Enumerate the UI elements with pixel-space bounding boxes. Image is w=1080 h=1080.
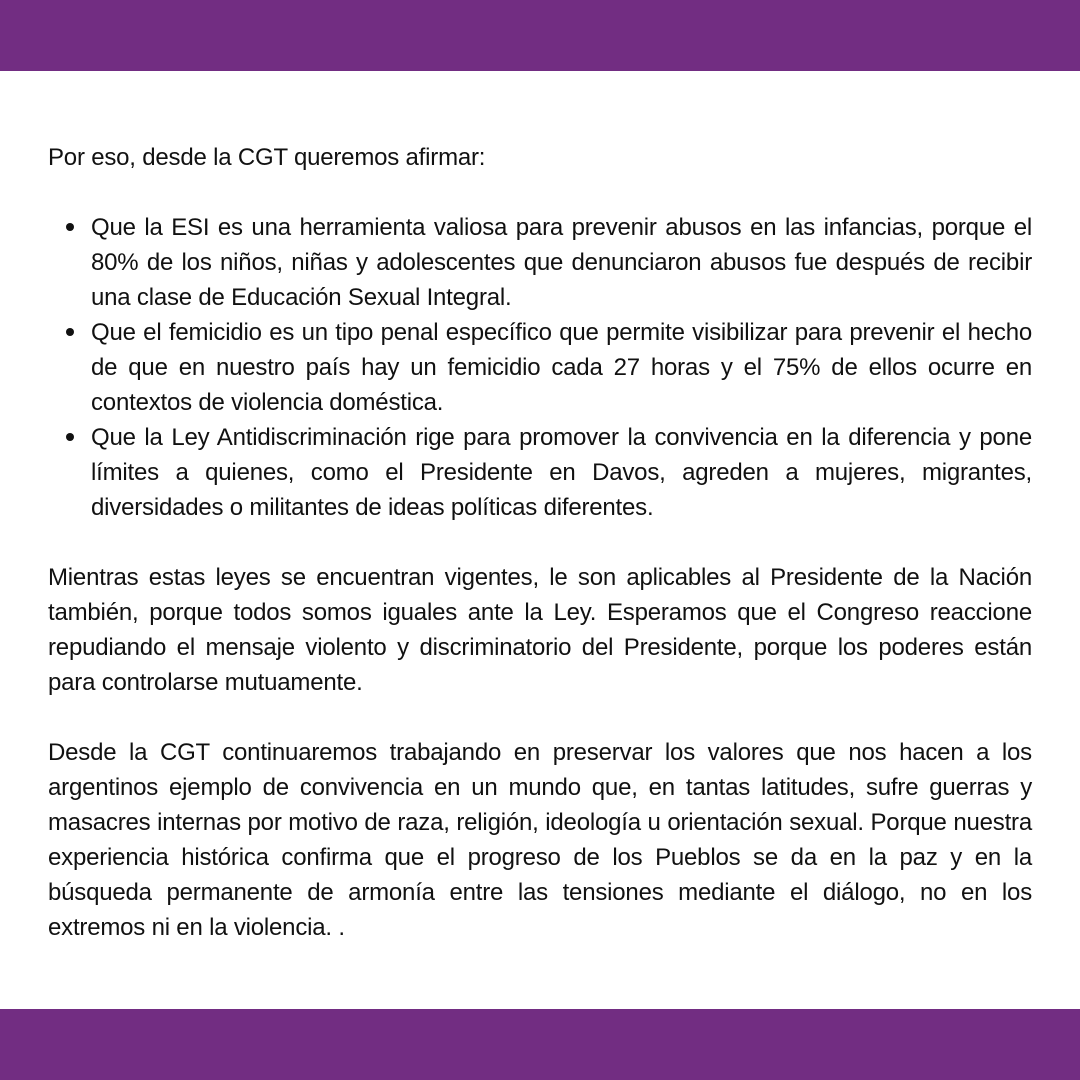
bullet-item: [91, 210, 1032, 315]
top-purple-band: [0, 0, 1080, 71]
bullet-text: Que la Ley Antidiscriminación rige para promover la convivencia en la diferencia y pone límites a quienes, como el Presidente en Davos, agreden a mujeres, migrantes, diversidades o militantes de ideas políticas diferentes.: [91, 424, 1032, 521]
bullet-item: [91, 315, 1032, 420]
bullet-text: Que la ESI es una herramienta valiosa para prevenir abusos en las infancias, porque el 80% de los niños, niñas y adolescentes que denunciaron abusos fue después de recibir una clase de Educación Sexual Integral.: [91, 214, 1032, 311]
bullet-text: Que el femicidio es un tipo penal específico que permite visibilizar para prevenir el hecho de que en nuestro país hay un femicidio cada 27 horas y el 75% de ellos ocurre en contextos de violencia doméstica.: [91, 319, 1032, 416]
bullet-dot-icon: [66, 223, 74, 231]
bottom-purple-band: [0, 1009, 1080, 1080]
bullet-item: [91, 420, 1032, 525]
paragraph-laws: Mientras estas leyes se encuentran vigentes, le son aplicables al Presidente de la Nación también, porque todos somos iguales ante la Ley. Esperamos que el Congreso reaccione repudiando el mensaje violento y discriminatorio del Presidente, porque los poderes están para controlarse mutuamente.: [48, 564, 1032, 696]
bullet-dot-icon: [66, 433, 74, 441]
bullet-dot-icon: [66, 328, 74, 336]
paragraph-closing: Desde la CGT continuaremos trabajando en preservar los valores que nos hacen a los argentinos ejemplo de convivencia en un mundo que, en tantas latitudes, sufre guerras y masacres internas por motivo de raza, religión, ideología u orientación sexual. Porque nuestra experiencia histórica confirma que el progreso de los Pueblos se da en la paz y en la búsqueda permanente de armonía entre las tensiones mediante el diálogo, no en los extremos ni en la violencia. .: [48, 739, 1032, 941]
statement-body: [48, 140, 1032, 945]
bullet-list: [48, 210, 1032, 525]
intro-line: Por eso, desde la CGT queremos afirmar:: [48, 144, 486, 171]
